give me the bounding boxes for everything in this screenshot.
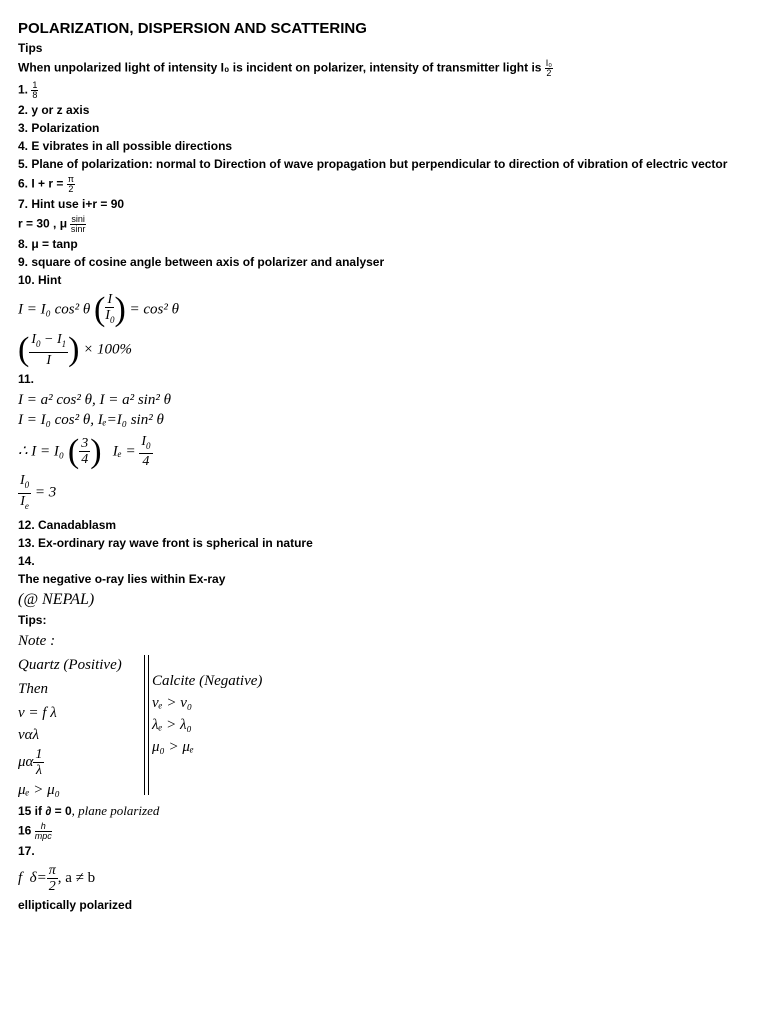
equation-10b: ( $\frac{I_0 - I_1}{I}$ ) × 100%	[18, 330, 133, 368]
equation-10a: I = I₀ cos² θ ( $\frac{I}{I_0}$ ) = cos² θ	[18, 290, 179, 328]
answer-12: 12. Canadablasm	[18, 517, 117, 532]
answer-8: 8. μ = tanp	[18, 237, 78, 251]
equation-11a: I = a² cos² θ, I = a² sin² θ	[18, 391, 171, 408]
answer-6-fraction: $\frac{\pi}{2}$	[67, 174, 74, 194]
equation-17: f δ= $\frac{\pi}{2}$ , a ≠ b	[18, 862, 96, 894]
percent-fraction: $\frac{I_0 - I_1}{I}$	[31, 331, 67, 368]
answer-17: 17.	[18, 843, 35, 858]
quartz-column: Quartz (Positive) Then v = f λ vαλ μα $\frac{1}{\lambda}$ μₑ > μ₀	[18, 656, 122, 798]
equation-11d: $\frac{I_0}{I_e}$ = 3	[20, 473, 57, 511]
answer-16: 16 $\frac{h}{\text{mpc}}$	[18, 820, 52, 841]
intro-line	[18, 59, 748, 78]
answer-7-detail: r = 30 , μ $\frac{\sin i}{\sin r}$	[18, 214, 86, 234]
document-page	[18, 20, 748, 916]
answer-4: 4. E vibrates in all possible directions	[18, 139, 233, 153]
answer-7-fraction: $\frac{\sin i}{\sin r}$	[70, 214, 86, 234]
answer-1-fraction: $\frac{1}{8}$	[32, 80, 38, 100]
final-line: elliptically polarized	[18, 897, 133, 912]
answer-13: 13. Ex-ordinary ray wave front is spherical in nature	[18, 535, 313, 550]
answer-14-detail: The negative o-ray lies within Ex-ray	[18, 571, 226, 586]
intro-text: When unpolarized light of intensity I₀ is incident on polarizer, intensity of transmitter light is	[18, 60, 542, 75]
answer-5: 5. Plane of polarization: normal to Direction of wave propagation but perpendicular to direction of vibration of electric vector	[18, 157, 728, 171]
answer-1: 1. $\frac{1}{8}$	[18, 80, 38, 100]
answer-11: 11.	[18, 371, 35, 386]
tips-label: Tips	[18, 41, 43, 55]
tips-2-label: Tips:	[18, 612, 47, 627]
calcite-column: Calcite (Negative) vₑ > v₀ λₑ > λ₀ μ₀ > μₑ	[152, 672, 263, 755]
equation-11b: I = I₀ cos² θ, Iₑ=I₀ sin² θ	[18, 411, 164, 428]
crystal-comparison	[18, 655, 748, 800]
answer-10: 10. Hint	[18, 273, 62, 287]
nepal-tag: (@ NEPAL)	[18, 590, 95, 608]
answer-7: 7. Hint use i+r = 90	[18, 197, 125, 211]
answer-15: 15 if ∂ = 0, plane polarized	[18, 802, 160, 818]
answer-16-fraction: $\frac{h}{\text{mpc}}$	[34, 820, 52, 841]
intro-fraction: $\frac{\text{I₀}}{2}$	[545, 58, 553, 78]
answer-3: 3. Polarization	[18, 121, 100, 135]
ratio-fraction: $\frac{I}{I_0}$	[105, 292, 115, 325]
page-title: POLARIZATION, DISPERSION AND SCATTERING	[18, 20, 367, 37]
answer-9: 9. square of cosine angle between axis of polarizer and analyser	[18, 255, 385, 269]
equation-11c: ∴ I = I₀ ( $\frac{3}{4}$ ) Iₑ = $\frac{I_0}{4}$	[18, 432, 151, 470]
answer-6: 6. I + r = $\frac{\pi}{2}$	[18, 174, 74, 194]
note-label: Note :	[18, 632, 56, 649]
answer-2: 2. y or z axis	[18, 103, 90, 117]
column-divider	[144, 655, 149, 795]
answer-14: 14.	[18, 553, 35, 568]
